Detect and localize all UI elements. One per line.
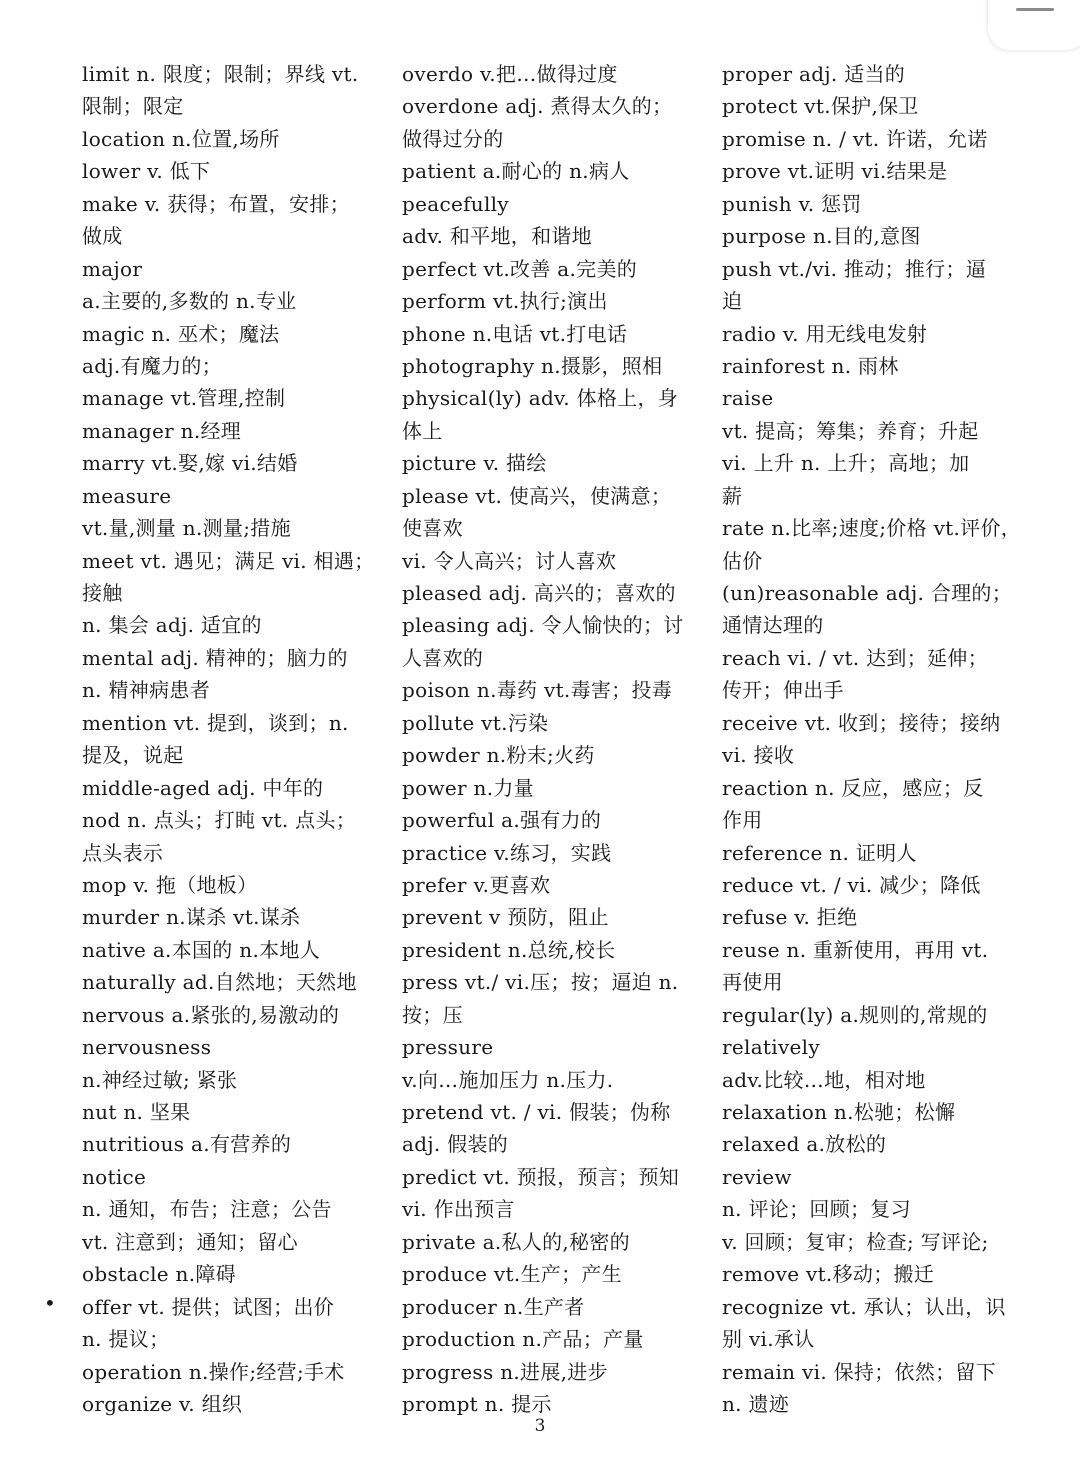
vocab-line: reaction n. 反应，感应；反: [722, 775, 984, 800]
vocab-line: peacefully: [402, 191, 509, 216]
vocab-column-3: [722, 58, 1022, 1420]
vocab-column-1: [82, 58, 382, 1420]
vocab-line: reduce vt. / vi. 减少；降低: [722, 872, 981, 897]
vocab-line: punish v. 惩罚: [722, 191, 862, 216]
vocab-line: adv. 和平地，和谐地: [402, 224, 592, 249]
vocab-line: measure: [82, 483, 172, 508]
vocab-line: limit n. 限度；限制；界线 vt.: [82, 62, 359, 86]
vocab-line: n. 集会 adj. 适宜的: [82, 613, 262, 638]
vocab-line: n. 通知，布告；注意；公告: [82, 1197, 332, 1222]
vocab-line: predict vt. 预报，预言；预知: [402, 1164, 680, 1189]
vocab-line: vi. 接收: [722, 743, 795, 768]
vocab-line: 作用: [722, 808, 763, 833]
vocab-line: private a.私人的,秘密的: [402, 1229, 630, 1254]
vocab-line: review: [722, 1164, 792, 1189]
page-number: 3: [534, 1416, 546, 1436]
vocab-line: overdo v.把…做得过度: [402, 62, 618, 86]
vocab-line: relatively: [722, 1035, 820, 1060]
vocab-line: vi. 令人高兴；讨人喜欢: [402, 548, 617, 573]
vocab-line: make v. 获得；布置，安排；: [82, 191, 350, 216]
vocab-line: powerful a.强有力的: [402, 808, 602, 833]
vocab-line: 做得过分的: [402, 126, 504, 151]
vocab-line: perfect vt.改善 a.完美的: [402, 256, 638, 281]
vocab-line: nervous a.紧张的,易激动的: [82, 1002, 340, 1027]
vocab-line: mop v. 拖（地板）: [82, 872, 258, 897]
vocab-line: major: [82, 256, 143, 281]
vocab-line: prompt n. 提示: [402, 1391, 552, 1416]
vocab-line: n. 遗迹: [722, 1391, 790, 1416]
vocab-line: location n.位置,场所: [82, 126, 280, 151]
vocab-line: rainforest n. 雨林: [722, 353, 899, 378]
vocab-line: 薪: [722, 483, 743, 508]
vocab-line: nut n. 坚果: [82, 1100, 191, 1124]
vocab-line: middle-aged adj. 中年的: [82, 775, 324, 800]
vocab-line: n. 精神病患者: [82, 678, 210, 703]
corner-tab[interactable]: [988, 0, 1080, 50]
vocab-line: 点头表示: [82, 840, 164, 865]
vocab-line: v.向…施加压力 n.压力.: [402, 1067, 614, 1092]
vocab-line: adj. 假装的: [402, 1132, 509, 1157]
bullet-icon: •: [44, 1291, 56, 1315]
vocab-line: vt. 提高；筹集；养育；升起: [722, 418, 979, 443]
vocab-line: press vt./ vi.压；按；逼迫 n.: [402, 970, 679, 995]
vocab-line: progress n.进展,进步: [402, 1359, 608, 1384]
vocab-line: relaxation n.松驰；松懈: [722, 1100, 956, 1124]
vocab-line: lower v. 低下: [82, 159, 211, 184]
vocab-line: phone n.电话 vt.打电话: [402, 321, 628, 346]
handle-bar-icon: [1016, 8, 1054, 11]
vocab-line: please vt. 使高兴，使满意；: [402, 483, 672, 508]
vocab-line: vi. 作出预言: [402, 1197, 515, 1222]
vocab-line: photography n.摄影，照相: [402, 353, 663, 378]
vocab-line: 体上: [402, 418, 443, 443]
vocab-line: obstacle n.障碍: [82, 1262, 236, 1287]
vocab-line: rate n.比率;速度;价格 vt.评价，: [722, 516, 1022, 541]
vocab-line: reuse n. 重新使用，再用 vt.: [722, 937, 989, 962]
vocab-line: power n.力量: [402, 775, 534, 800]
vocab-line: purpose n.目的,意图: [722, 224, 921, 249]
vocab-line: practice v.练习，实践: [402, 840, 612, 865]
vocab-line: nod n. 点头；打盹 vt. 点头；: [82, 808, 357, 833]
vocab-line: n. 提议；: [82, 1327, 170, 1352]
vocab-line: marry vt.娶,嫁 vi.结婚: [82, 451, 298, 476]
vocab-line: relaxed a.放松的: [722, 1132, 887, 1157]
vocab-line: murder n.谋杀 vt.谋杀: [82, 905, 301, 930]
vocab-line: refuse v. 拒绝: [722, 905, 858, 930]
vocab-line: (un)reasonable adj. 合理的；: [722, 581, 1013, 605]
vocab-line: production n.产品；产量: [402, 1327, 644, 1352]
vocab-line: promise n. / vt. 许诺，允诺: [722, 126, 988, 151]
vocab-line: perform vt.执行;演出: [402, 289, 608, 314]
vocab-line: nervousness: [82, 1035, 212, 1060]
vocab-line: 估价: [722, 548, 763, 573]
vocab-line: vt. 注意到；通知；留心: [82, 1229, 298, 1254]
vocab-line: vi. 上升 n. 上升；高地；加: [722, 451, 970, 476]
vocab-line: notice: [82, 1164, 147, 1189]
vocab-line: adj.有魔力的；: [82, 353, 222, 378]
vocab-line: n.神经过敏; 紧张: [82, 1067, 238, 1092]
vocab-line: remove vt.移动；搬迁: [722, 1262, 935, 1287]
vocab-line: overdone adj. 煮得太久的；: [402, 94, 673, 119]
vocab-line: recognize vt. 承认；认出，识: [722, 1294, 1006, 1319]
vocab-line: manager n.经理: [82, 418, 242, 443]
vocab-line: picture v. 描绘: [402, 451, 547, 476]
vocab-line: offer vt. 提供；试图；出价: [82, 1294, 335, 1319]
vocab-line: reference n. 证明人: [722, 840, 917, 865]
vocab-line: prevent v 预防，阻止: [402, 905, 609, 930]
vocab-line: 接触: [82, 581, 123, 605]
vocab-line: mental adj. 精神的；脑力的: [82, 645, 348, 670]
vocab-line: remain vi. 保持；依然；留下: [722, 1359, 997, 1384]
vocab-line: 人喜欢的: [402, 645, 484, 670]
vocab-line: pleasing adj. 令人愉快的；讨: [402, 613, 684, 638]
vocab-line: protect vt.保护,保卫: [722, 94, 919, 119]
vocab-line: a.主要的,多数的 n.专业: [82, 289, 297, 314]
vocab-line: reach vi. / vt. 达到；延伸；: [722, 645, 988, 670]
vocab-line: n. 评论；回顾；复习: [722, 1197, 911, 1222]
vocab-line: pollute vt.污染: [402, 710, 549, 735]
vocab-line: 提及，说起: [82, 743, 184, 768]
vocab-line: receive vt. 收到；接待；接纳: [722, 710, 1001, 735]
vocab-line: prove vt.证明 vi.结果是: [722, 159, 948, 184]
vocab-line: vt.量,测量 n.测量;措施: [82, 516, 291, 541]
vocab-line: pleased adj. 高兴的；喜欢的: [402, 581, 676, 605]
vocab-line: producer n.生产者: [402, 1294, 585, 1319]
vocab-line: naturally ad.自然地；天然地: [82, 970, 357, 995]
vocab-line: organize v. 组织: [82, 1391, 243, 1416]
vocab-line: radio v. 用无线电发射: [722, 321, 928, 346]
vocab-line: 通情达理的: [722, 613, 824, 638]
vocab-line: physical(ly) adv. 体格上，身: [402, 386, 679, 411]
vocab-line: 再使用: [722, 970, 783, 995]
vocab-line: produce vt.生产；产生: [402, 1262, 622, 1287]
vocab-line: prefer v.更喜欢: [402, 872, 551, 897]
vocab-column-2: [402, 58, 702, 1420]
vocab-line: 做成: [82, 224, 123, 249]
vocab-line: powder n.粉末;火药: [402, 743, 595, 768]
vocab-line: pretend vt. / vi. 假装；伪称: [402, 1100, 671, 1124]
vocab-line: raise: [722, 386, 774, 411]
vocab-line: regular(ly) a.规则的,常规的: [722, 1002, 988, 1027]
vocab-line: magic n. 巫术；魔法: [82, 321, 280, 346]
vocab-line: 按；压: [402, 1002, 463, 1027]
vocab-line: v. 回顾；复审；检查; 写评论;: [722, 1229, 989, 1254]
vocab-line: adv.比较…地，相对地: [722, 1067, 926, 1092]
vocab-line: push vt./vi. 推动；推行；逼: [722, 256, 987, 281]
vocab-line: 使喜欢: [402, 516, 463, 541]
vocab-line: mention vt. 提到，谈到；n.: [82, 710, 349, 735]
vocab-line: 别 vi.承认: [722, 1327, 815, 1352]
vocab-line: manage vt.管理,控制: [82, 386, 286, 411]
vocab-line: native a.本国的 n.本地人: [82, 937, 321, 962]
vocab-line: meet vt. 遇见；满足 vi. 相遇；: [82, 548, 375, 573]
vocab-line: patient a.耐心的 n.病人: [402, 159, 630, 184]
vocab-line: president n.总统,校长: [402, 937, 616, 962]
vocab-line: poison n.毒药 vt.毒害；投毒: [402, 678, 673, 703]
vocab-line: 限制；限定: [82, 94, 184, 119]
vocab-line: pressure: [402, 1035, 494, 1060]
vocab-line: 迫: [722, 289, 743, 314]
vocab-line: nutritious a.有营养的: [82, 1132, 292, 1157]
vocab-line: 传开；伸出手: [722, 678, 844, 703]
vocab-line: proper adj. 适当的: [722, 62, 906, 86]
vocab-line: operation n.操作;经营;手术: [82, 1359, 345, 1384]
